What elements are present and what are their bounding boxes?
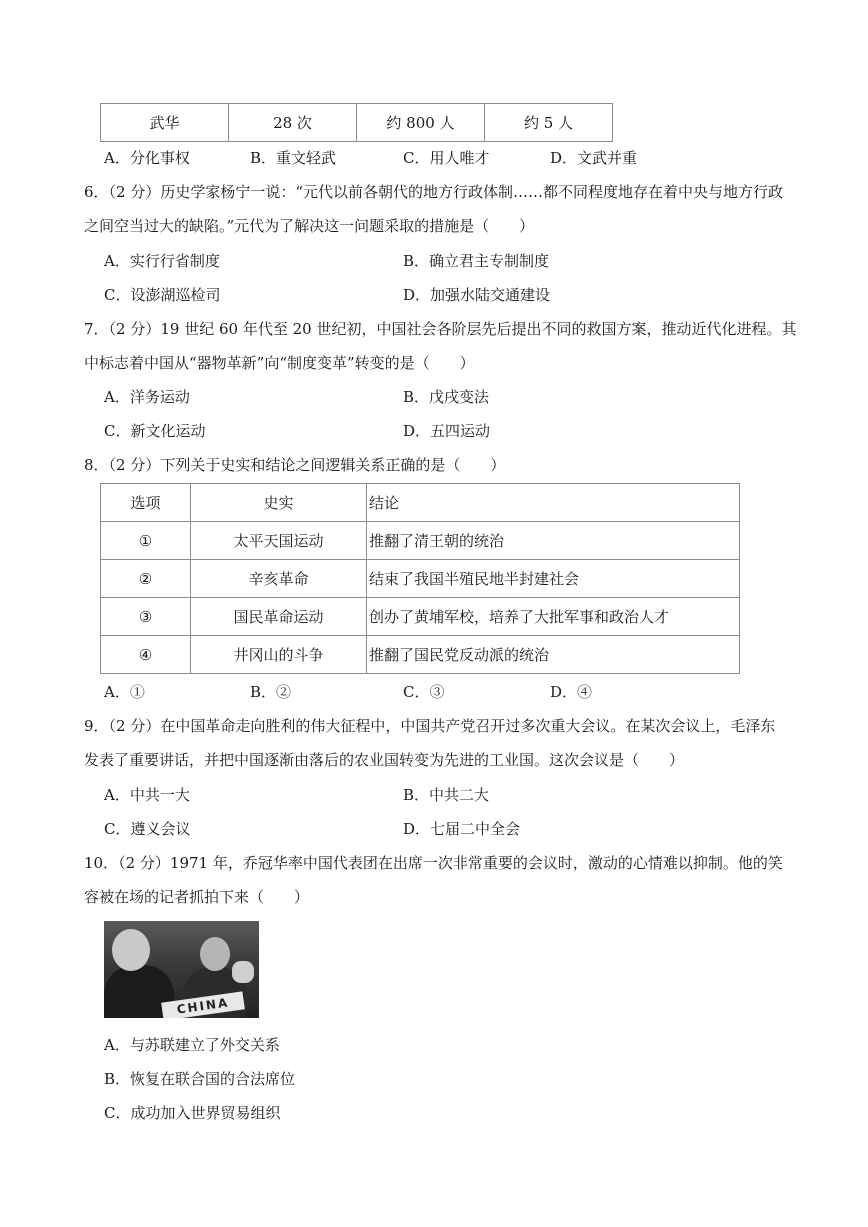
q6-option-b[interactable]: B．确立君主专制制度 [403, 252, 550, 270]
table-header-cell: 选项 [101, 484, 191, 522]
q9-option-d[interactable]: D．七届二中全会 [403, 820, 521, 838]
table-cell: 辛亥革命 [191, 560, 367, 598]
q10-option-a[interactable]: A．与苏联建立了外交关系 [104, 1036, 280, 1054]
q9-option-b[interactable]: B．中共二大 [403, 786, 490, 804]
table-cell: 推翻了国民党反动派的统治 [367, 636, 740, 674]
q10-option-b[interactable]: B．恢复在联合国的合法席位 [104, 1070, 296, 1088]
table-row [101, 560, 740, 598]
q8-table [100, 483, 740, 674]
q5-option-a[interactable]: A．分化事权 [104, 149, 190, 167]
table-row [101, 104, 613, 142]
table-cell: 28 次 [229, 104, 357, 142]
q10-option-c[interactable]: C．成功加入世界贸易组织 [104, 1104, 281, 1122]
delegation-photo [104, 921, 259, 1018]
table-header-cell: 结论 [367, 484, 740, 522]
table-row [101, 522, 740, 560]
q8-option-b[interactable]: B．② [250, 683, 292, 701]
q8-option-a[interactable]: A．① [104, 683, 145, 701]
table-row [101, 636, 740, 674]
q7-option-b[interactable]: B．戊戌变法 [403, 388, 490, 406]
q9-stem-line1: 9．（2 分）在中国革命走向胜利的伟大征程中，中国共产党召开过多次重大会议。在某次会议上，毛泽东 [84, 717, 776, 735]
q6-option-d[interactable]: D．加强水陆交通建设 [403, 286, 551, 304]
q7-stem-line2: 中标志着中国从“器物革新”向“制度变革”转变的是（ ） [84, 354, 475, 372]
q6-stem-line2: 之间空当过大的缺陷。”元代为了解决这一问题采取的措施是（ ） [84, 217, 535, 235]
table-cell: 井冈山的斗争 [191, 636, 367, 674]
q5-option-d[interactable]: D．文武并重 [550, 149, 638, 167]
q9-option-c[interactable]: C．遵义会议 [104, 820, 191, 838]
q10-stem-line2: 容被在场的记者抓拍下来（ ） [84, 888, 310, 906]
q8-option-c[interactable]: C．③ [403, 683, 445, 701]
table-cell: ③ [101, 598, 191, 636]
q7-option-d[interactable]: D．五四运动 [403, 422, 491, 440]
table-cell: 太平天国运动 [191, 522, 367, 560]
q7-option-a[interactable]: A．洋务运动 [104, 388, 190, 406]
q10-stem-line1: 10．（2 分）1971 年，乔冠华率中国代表团在出席一次非常重要的会议时，激动的心情难以抑制。他的笑 [84, 854, 783, 872]
table-cell: 约 5 人 [485, 104, 613, 142]
table-cell: 武华 [101, 104, 229, 142]
q8-option-d[interactable]: D．④ [550, 683, 593, 701]
table-cell: 约 800 人 [357, 104, 485, 142]
table-cell: 推翻了清王朝的统治 [367, 522, 740, 560]
table-cell: ① [101, 522, 191, 560]
table-header-cell: 史实 [191, 484, 367, 522]
q6-option-c[interactable]: C．设澎湖巡检司 [104, 286, 221, 304]
table-cell: 国民革命运动 [191, 598, 367, 636]
q6-option-a[interactable]: A．实行行省制度 [104, 252, 220, 270]
china-nameplate: CHINA [161, 991, 245, 1018]
q9-option-a[interactable]: A．中共一大 [104, 786, 190, 804]
q9-stem-line2: 发表了重要讲话，并把中国逐渐由落后的农业国转变为先进的工业国。这次会议是（ ） [84, 751, 685, 769]
q8-stem: 8．（2 分）下列关于史实和结论之间逻辑关系正确的是（ ） [84, 456, 506, 474]
table-row [101, 598, 740, 636]
table-header-row [101, 484, 740, 522]
q5-data-table [100, 103, 613, 142]
table-cell: 结束了我国半殖民地半封建社会 [367, 560, 740, 598]
q7-stem-line1: 7．（2 分）19 世纪 60 年代至 20 世纪初，中国社会各阶层先后提出不同的救国方案，推动近代化进程。其 [84, 320, 797, 338]
q5-option-c[interactable]: C．用人唯才 [403, 149, 490, 167]
table-cell: 创办了黄埔军校，培养了大批军事和政治人才 [367, 598, 740, 636]
q5-option-b[interactable]: B．重文轻武 [250, 149, 337, 167]
table-cell: ④ [101, 636, 191, 674]
q6-stem-line1: 6．（2 分）历史学家杨宁一说：“元代以前各朝代的地方行政体制……都不同程度地存在着中央与地方行政 [84, 183, 784, 201]
q7-option-c[interactable]: C．新文化运动 [104, 422, 206, 440]
table-cell: ② [101, 560, 191, 598]
